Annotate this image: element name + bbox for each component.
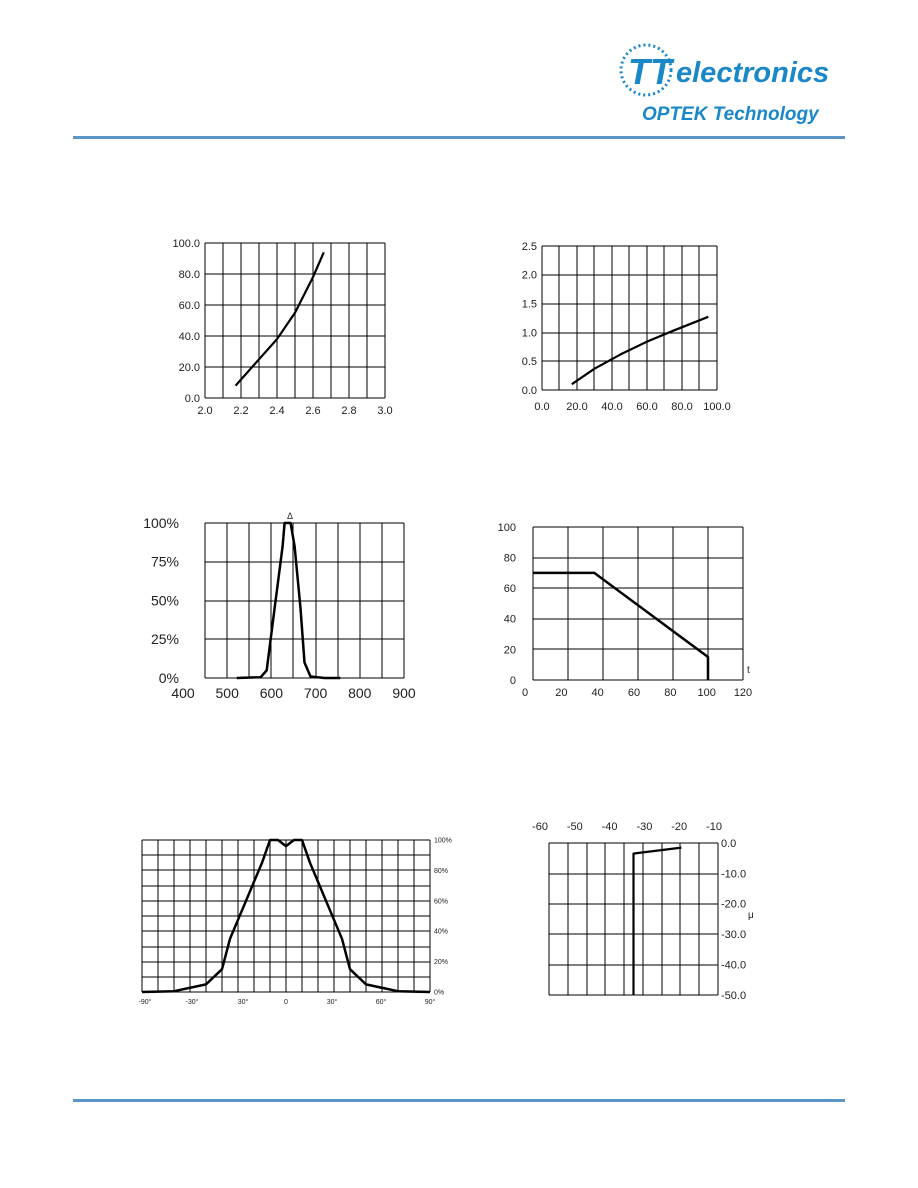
chart-5-xtick-label: 60° xyxy=(375,999,387,1006)
chart-4-xtick-label: 120 xyxy=(733,687,753,699)
chart-6-axis-note: μ xyxy=(748,910,754,921)
chart-4-xtick-label: 60 xyxy=(627,687,641,699)
chart-5-ytick-label: 80% xyxy=(434,867,449,875)
chart-1-xtick-label: 2.0 xyxy=(197,405,213,417)
chart-4-axis-note: t xyxy=(747,665,750,676)
chart-4-series-line xyxy=(533,573,708,680)
chart-2-ytick-label: 2.5 xyxy=(521,240,537,253)
chart-4-ytick-label: 40 xyxy=(503,613,516,626)
chart-3-xtick-label: 500 xyxy=(215,685,239,701)
chart-4-xtick-label: 0 xyxy=(521,687,529,699)
chart-5-ytick-label: 0% xyxy=(434,989,445,997)
chart-2-ytick-label: 0.5 xyxy=(521,356,537,369)
chart-3-ytick-label: 0% xyxy=(158,669,179,686)
chart-6-xtick-label: -20 xyxy=(671,821,688,833)
chart-6-xtick-label: -10 xyxy=(706,821,722,833)
chart-1-ytick-label: 0.0 xyxy=(184,392,200,405)
chart-4-ytick-label: 20 xyxy=(503,644,516,657)
chart-1-series-line xyxy=(236,252,324,385)
chart-4-xtick-label: 80 xyxy=(664,687,677,699)
chart-2-xtick-label: 80.0 xyxy=(671,401,693,413)
chart-3-xtick-label: 400 xyxy=(171,685,195,701)
chart-1-plot xyxy=(139,238,754,1006)
brand-wordmark: electronics xyxy=(676,57,830,89)
chart-1-ytick-label: 40.0 xyxy=(178,330,200,343)
chart-6 xyxy=(549,843,718,995)
chart-1-ytick-label: 20.0 xyxy=(178,361,200,374)
chart-2-ytick-label: 1.0 xyxy=(521,327,537,340)
chart-5-ytick-label: 100% xyxy=(434,837,452,845)
chart-5-xtick-label: 30° xyxy=(237,999,249,1006)
chart-3-ytick-label: 50% xyxy=(150,592,179,609)
chart-2-ytick-label: 1.5 xyxy=(521,298,537,311)
chart-3-ytick-label: 100% xyxy=(143,514,179,531)
chart-6-ytick-label: 0.0 xyxy=(721,837,737,850)
chart-1-ytick-label: 100.0 xyxy=(172,237,200,250)
chart-3-ytick-label: 25% xyxy=(150,631,179,648)
chart-5-xtick-label: 0 xyxy=(284,999,288,1006)
chart-5 xyxy=(142,840,430,992)
chart-2-xtick-label: 60.0 xyxy=(636,401,658,413)
chart-4-xtick-label: 20 xyxy=(555,687,568,699)
chart-3-xtick-label: 700 xyxy=(303,685,328,701)
chart-6-series-line xyxy=(634,848,682,995)
chart-1-xtick-label: 2.8 xyxy=(341,405,357,417)
chart-4-ytick-label: 0 xyxy=(509,674,516,687)
chart-6-ytick-label: -20.0 xyxy=(721,898,747,911)
chart-6-xtick-label: -30 xyxy=(636,821,653,833)
chart-4 xyxy=(533,527,743,680)
chart-6-ytick-label: -50.0 xyxy=(721,989,747,1002)
chart-1-ytick-label: 60.0 xyxy=(178,299,200,312)
chart-1-xtick-label: 2.6 xyxy=(305,405,321,417)
chart-2-series-line xyxy=(572,317,709,384)
chart-1-ytick-label: 80.0 xyxy=(178,268,200,281)
chart-6-ytick-label: -40.0 xyxy=(721,959,747,972)
chart-1 xyxy=(205,243,385,398)
chart-2-xtick-label: 20.0 xyxy=(566,401,588,413)
chart-5-xtick-label: -90° xyxy=(138,999,152,1006)
chart-2-ytick-label: 0.0 xyxy=(521,384,537,397)
brand-tt-mark: TT xyxy=(628,51,672,92)
chart-4-xtick-label: 100 xyxy=(697,687,716,699)
brand-subtitle: OPTEK Technology xyxy=(642,104,819,125)
chart-3-xtick-label: 600 xyxy=(259,685,284,701)
chart-1-xtick-label: 2.4 xyxy=(269,405,285,417)
chart-6-xtick-label: -40 xyxy=(601,821,618,833)
chart-6-xtick-label: -50 xyxy=(566,821,583,833)
chart-1-xtick-label: 2.2 xyxy=(233,405,249,417)
chart-3-ytick-label: 75% xyxy=(150,553,179,570)
chart-3-xtick-label: 900 xyxy=(392,685,416,701)
chart-2-ytick-label: 2.0 xyxy=(521,269,537,282)
chart-1-xtick-label: 3.0 xyxy=(377,405,393,417)
chart-4-ytick-label: 80 xyxy=(503,552,516,565)
chart-5-ytick-label: 40% xyxy=(434,928,449,936)
chart-5-ytick-label: 60% xyxy=(434,898,449,906)
chart-3 xyxy=(205,523,404,678)
chart-4-ytick-label: 60 xyxy=(503,583,516,596)
chart-4-ytick-label: 100 xyxy=(497,521,516,534)
chart-2-xtick-label: 0.0 xyxy=(534,401,550,413)
chart-6-xtick-label: -60 xyxy=(532,821,548,833)
chart-5-xtick-label: 90° xyxy=(424,999,436,1006)
chart-3-xtick-label: 800 xyxy=(348,685,372,701)
chart-6-ytick-label: -10.0 xyxy=(721,868,747,881)
chart-2-xtick-label: 100.0 xyxy=(703,401,731,413)
chart-2 xyxy=(542,246,717,390)
chart-4-xtick-label: 40 xyxy=(591,687,604,699)
chart-5-xtick-label: 30° xyxy=(326,999,338,1006)
chart-3-annotation: Δ xyxy=(286,511,294,521)
chart-6-ytick-label: -30.0 xyxy=(721,929,747,942)
chart-5-xtick-label: -30° xyxy=(185,999,199,1006)
chart-5-ytick-label: 20% xyxy=(434,959,449,967)
chart-2-xtick-label: 40.0 xyxy=(601,401,623,413)
